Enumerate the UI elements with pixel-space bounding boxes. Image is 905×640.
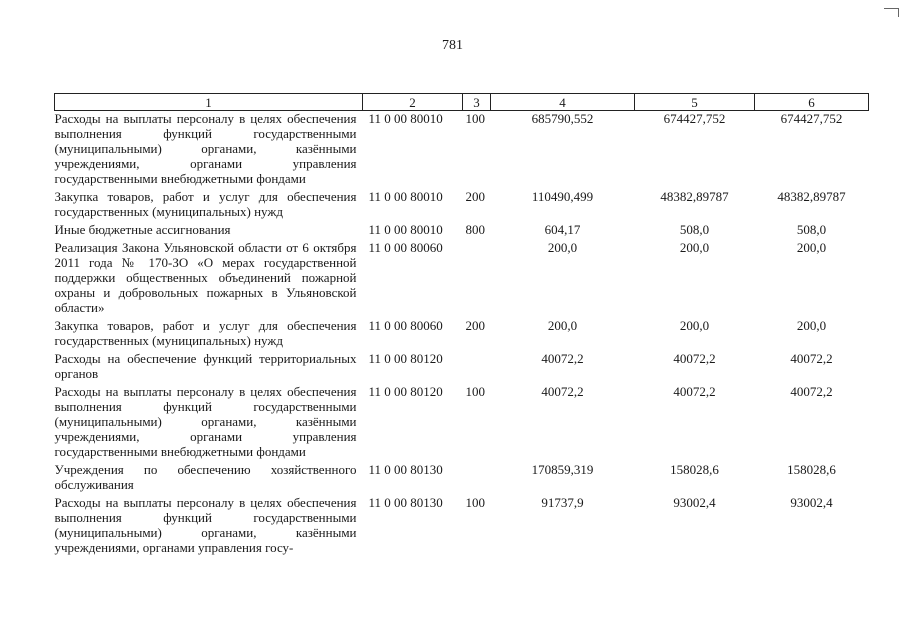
row-description: Закупка товаров, работ и услуг для обеспечения государственных (муниципальных) нужд	[54, 189, 357, 219]
row-target-code: 11 0 00 80010	[368, 222, 443, 237]
budget-table	[54, 93, 869, 558]
row-expense-type: 800	[465, 222, 485, 237]
row-expense-type: 200	[465, 189, 485, 204]
row-value-col6: 200,0	[796, 240, 827, 255]
row-value-col5: 158028,6	[670, 462, 719, 477]
row-description: Реализация Закона Ульяновской области от 6 октября 2011 года № 170-ЗО «О мерах государственной поддержки общественных объединений пожарной охраны и добровольных пожарных в Ульяновской области»	[54, 240, 357, 315]
row-description: Расходы на выплаты персоналу в целях обеспечения выполнения функций государственными (муниципальными) органами, казёнными учреждениями, органами управления государственными внебюджетными фондами	[54, 111, 357, 186]
row-value-col6: 48382,89787	[777, 189, 846, 204]
row-expense-type: 100	[465, 384, 485, 399]
row-value-col4: 200,0	[547, 240, 578, 255]
row-value-col4: 604,17	[544, 222, 581, 237]
row-value-col4: 200,0	[547, 318, 578, 333]
row-value-col5: 93002,4	[673, 495, 716, 510]
row-value-col4: 685790,552	[531, 111, 594, 126]
row-value-col4: 40072,2	[541, 351, 584, 366]
table-row	[55, 462, 869, 495]
row-target-code: 11 0 00 80060	[368, 318, 443, 333]
row-description: Иные бюджетные ассигнования	[54, 222, 231, 237]
table-row	[55, 384, 869, 462]
row-value-col4: 170859,319	[531, 462, 594, 477]
column-header: 1	[55, 94, 363, 111]
row-value-col5: 200,0	[679, 240, 710, 255]
row-target-code: 11 0 00 80130	[368, 462, 443, 477]
row-value-col5: 200,0	[679, 318, 710, 333]
row-description: Закупка товаров, работ и услуг для обеспечения государственных (муниципальных) нужд	[54, 318, 357, 348]
row-value-col4: 110490,499	[531, 189, 594, 204]
row-value-col6: 40072,2	[790, 351, 833, 366]
row-target-code: 11 0 00 80060	[368, 240, 443, 255]
row-value-col5: 48382,89787	[660, 189, 729, 204]
header-row	[55, 94, 869, 111]
row-value-col6: 93002,4	[790, 495, 833, 510]
table-row	[55, 495, 869, 558]
row-description: Расходы на выплаты персоналу в целях обеспечения выполнения функций государственными (муниципальными) органами, казёнными учреждениями, органами управления госу-	[54, 495, 357, 555]
row-expense-type: 200	[465, 318, 485, 333]
row-expense-type	[463, 462, 491, 495]
row-value-col4: 91737,9	[541, 495, 584, 510]
table-row	[55, 222, 869, 240]
row-description: Расходы на обеспечение функций территориальных органов	[54, 351, 357, 381]
row-value-col6: 674427,752	[780, 111, 843, 126]
row-value-col6: 508,0	[796, 222, 827, 237]
row-value-col4: 40072,2	[541, 384, 584, 399]
table-row	[55, 318, 869, 351]
row-value-col5: 40072,2	[673, 384, 716, 399]
row-value-col5: 508,0	[679, 222, 710, 237]
page-number: 781	[442, 38, 463, 53]
row-target-code: 11 0 00 80130	[368, 495, 443, 510]
column-header: 6	[755, 94, 869, 111]
scan-corner-mark	[884, 8, 899, 17]
table-row	[55, 240, 869, 318]
row-value-col6: 158028,6	[787, 462, 836, 477]
column-header: 4	[491, 94, 635, 111]
row-target-code: 11 0 00 80120	[368, 351, 443, 366]
table-row	[55, 351, 869, 384]
row-expense-type	[463, 351, 491, 384]
column-header: 2	[363, 94, 463, 111]
row-value-col6: 40072,2	[790, 384, 833, 399]
row-value-col5: 674427,752	[663, 111, 726, 126]
column-header: 5	[635, 94, 755, 111]
row-target-code: 11 0 00 80120	[368, 384, 443, 399]
row-value-col5: 40072,2	[673, 351, 716, 366]
column-header: 3	[463, 94, 491, 111]
row-description: Расходы на выплаты персоналу в целях обеспечения выполнения функций государственными (муниципальными) органами, казёнными учреждениями, органами управления государственными внебюджетными фондами	[54, 384, 357, 459]
table-row	[55, 189, 869, 222]
table-row	[55, 111, 869, 190]
row-description: Учреждения по обеспечению хозяйственного обслуживания	[54, 462, 357, 492]
row-value-col6: 200,0	[796, 318, 827, 333]
table-body	[55, 111, 869, 559]
row-expense-type: 100	[465, 111, 485, 126]
row-target-code: 11 0 00 80010	[368, 189, 443, 204]
row-expense-type: 100	[465, 495, 485, 510]
row-expense-type	[463, 240, 491, 318]
row-target-code: 11 0 00 80010	[368, 111, 443, 126]
